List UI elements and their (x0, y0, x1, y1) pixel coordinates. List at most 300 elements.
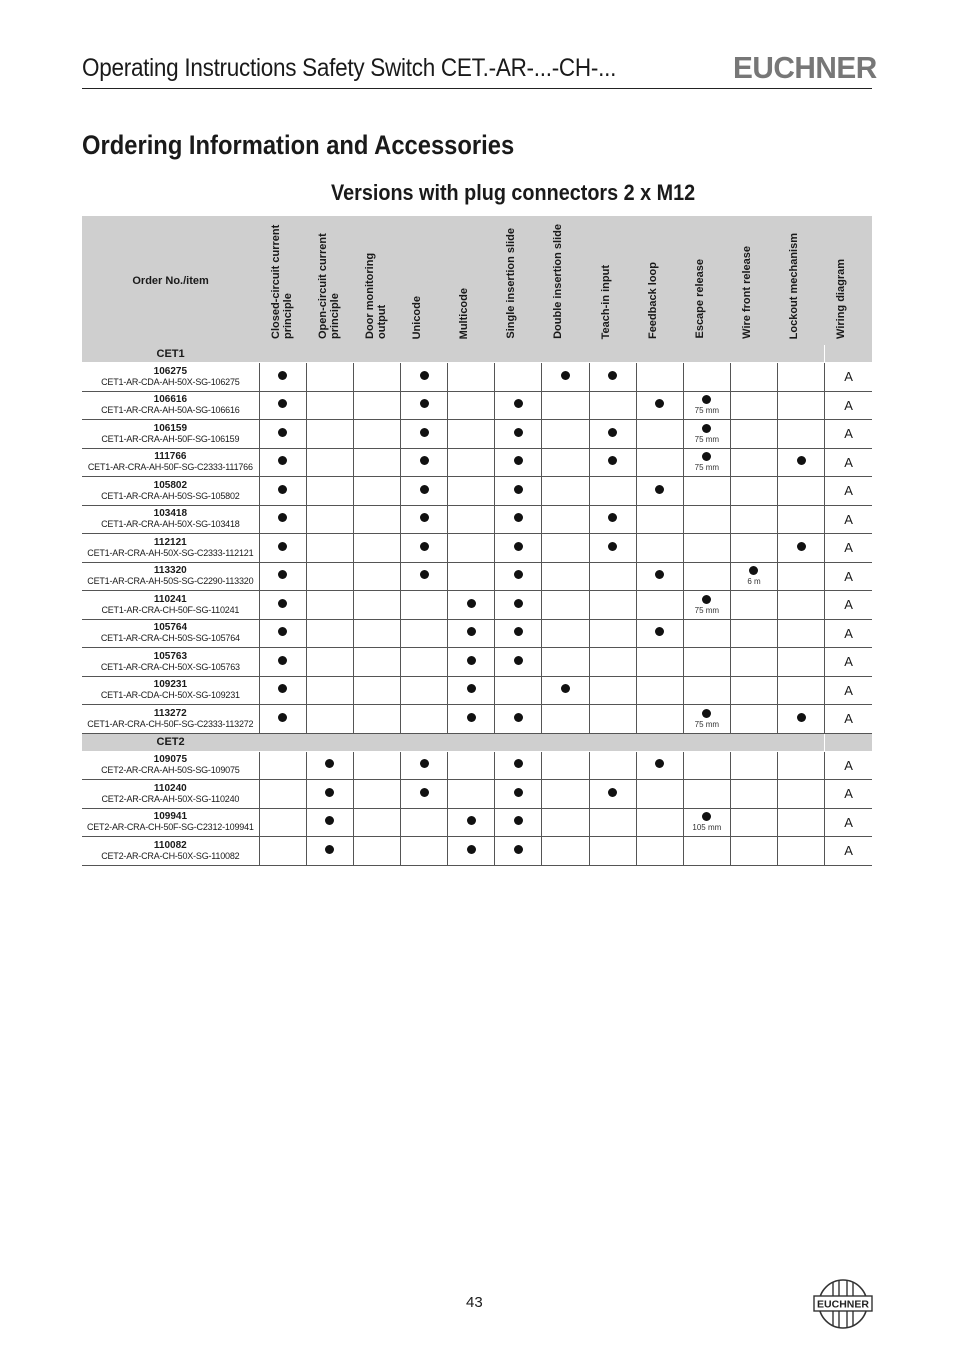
feature-cell (825, 705, 872, 734)
table-row (82, 676, 872, 705)
feature-cell (589, 448, 636, 477)
feature-cell (730, 391, 777, 420)
feature-cell (589, 837, 636, 866)
feature-dot-icon (702, 452, 711, 461)
feature-cell (401, 808, 448, 837)
table-body (82, 345, 872, 865)
feature-cell (495, 562, 542, 591)
feature-cell (495, 591, 542, 620)
item-code: CET2-AR-CRA-CH-50F-SG-C2312-109941 (86, 822, 254, 833)
feature-cell (448, 676, 495, 705)
feature-cell (542, 619, 589, 648)
feature-cell (495, 420, 542, 449)
feature-cell (542, 676, 589, 705)
wiring-diagram-value: A (844, 786, 853, 802)
feature-dot-icon (514, 845, 523, 854)
feature-note: 75 mm (694, 605, 720, 615)
wiring-diagram-value: A (844, 397, 853, 413)
item-cell (82, 420, 259, 449)
column-header-label: Teach-in input (599, 264, 612, 339)
emblem-text: EUCHNER (817, 1298, 869, 1311)
table-row (82, 477, 872, 506)
item-code: CET1-AR-CRA-AH-50A-SG-106616 (101, 405, 240, 416)
feature-dot-icon (278, 656, 287, 665)
table-row (82, 648, 872, 677)
feature-cell (306, 448, 353, 477)
feature-cell (259, 705, 306, 734)
feature-cell (306, 837, 353, 866)
feature-cell (542, 808, 589, 837)
feature-cell (683, 780, 730, 809)
table-row (82, 837, 872, 866)
feature-dot-icon (797, 542, 806, 551)
feature-dot-icon (514, 759, 523, 768)
feature-cell (636, 420, 683, 449)
feature-cell (542, 705, 589, 734)
feature-cell (353, 705, 400, 734)
feature-dot-icon (608, 788, 617, 797)
feature-cell (825, 780, 872, 809)
feature-cell (825, 505, 872, 534)
item-code: CET1-AR-CRA-CH-50F-SG-110241 (101, 604, 240, 615)
feature-cell (542, 505, 589, 534)
order-number: 113272 (153, 707, 187, 719)
group-label: CET1 (82, 345, 259, 363)
feature-cell (636, 363, 683, 392)
group-fill (259, 733, 825, 751)
feature-cell (589, 808, 636, 837)
feature-cell (259, 676, 306, 705)
column-header (730, 216, 777, 345)
feature-cell (683, 420, 730, 449)
feature-cell (683, 477, 730, 506)
feature-dot-icon (420, 788, 429, 797)
column-header (636, 216, 683, 345)
feature-cell (353, 477, 400, 506)
feature-dot-icon (514, 399, 523, 408)
feature-cell (401, 391, 448, 420)
feature-cell (589, 751, 636, 780)
feature-cell (825, 751, 872, 780)
feature-cell (589, 705, 636, 734)
feature-cell (636, 808, 683, 837)
feature-cell (448, 648, 495, 677)
feature-cell (259, 477, 306, 506)
feature-cell (353, 808, 400, 837)
order-number: 109075 (153, 754, 188, 766)
column-header-label: Lockout mechanism (788, 232, 801, 339)
feature-cell (778, 363, 825, 392)
feature-dot-icon (608, 428, 617, 437)
item-cell (82, 648, 259, 677)
feature-dot-icon (561, 371, 570, 380)
feature-cell (306, 780, 353, 809)
feature-cell (353, 448, 400, 477)
feature-cell (825, 448, 872, 477)
order-number: 110240 (153, 782, 187, 794)
feature-cell (495, 648, 542, 677)
feature-dot-icon (702, 595, 711, 604)
feature-cell (401, 534, 448, 563)
feature-cell (401, 705, 448, 734)
feature-cell (825, 837, 872, 866)
feature-cell (259, 534, 306, 563)
feature-cell (448, 505, 495, 534)
feature-cell (636, 837, 683, 866)
feature-cell (353, 676, 400, 705)
feature-cell (825, 534, 872, 563)
column-header (542, 216, 589, 345)
feature-cell (778, 562, 825, 591)
feature-cell (589, 477, 636, 506)
feature-cell (683, 751, 730, 780)
document-header-title: Operating Instructions Safety Switch CET.-AR-...-CH-... (82, 54, 617, 82)
feature-cell (495, 676, 542, 705)
feature-cell (778, 591, 825, 620)
feature-cell (730, 808, 777, 837)
feature-cell (778, 676, 825, 705)
wiring-diagram-value: A (844, 426, 853, 442)
feature-dot-icon (278, 542, 287, 551)
feature-cell (306, 648, 353, 677)
item-cell (82, 619, 259, 648)
feature-dot-icon (514, 570, 523, 579)
order-number: 109941 (153, 811, 188, 823)
wiring-diagram-value: A (844, 682, 853, 698)
feature-cell (589, 780, 636, 809)
feature-cell (353, 780, 400, 809)
feature-cell (259, 391, 306, 420)
feature-cell (636, 780, 683, 809)
feature-dot-icon (278, 513, 287, 522)
column-header-label: Open-circuit current principle (316, 233, 341, 339)
order-number: 111766 (154, 451, 187, 463)
feature-cell (495, 808, 542, 837)
feature-cell (448, 420, 495, 449)
column-header (401, 216, 448, 345)
order-number: 113320 (153, 565, 187, 577)
item-cell (82, 780, 259, 809)
feature-cell (683, 676, 730, 705)
wiring-diagram-value: A (844, 757, 853, 773)
feature-dot-icon (467, 656, 476, 665)
feature-cell (683, 808, 730, 837)
order-number: 110241 (153, 593, 187, 605)
feature-cell (306, 420, 353, 449)
feature-dot-icon (420, 371, 429, 380)
feature-dot-icon (420, 485, 429, 494)
column-header (353, 216, 400, 345)
item-cell (82, 837, 259, 866)
column-header (589, 216, 636, 345)
wiring-diagram-value: A (844, 483, 853, 499)
feature-dot-icon (278, 371, 287, 380)
feature-cell (589, 534, 636, 563)
feature-dot-icon (514, 485, 523, 494)
feature-cell (306, 751, 353, 780)
feature-dot-icon (467, 599, 476, 608)
feature-cell (778, 448, 825, 477)
feature-cell (683, 705, 730, 734)
feature-cell (259, 505, 306, 534)
feature-dot-icon (514, 542, 523, 551)
item-cell (82, 591, 259, 620)
feature-cell (730, 505, 777, 534)
feature-note: 6 m (747, 577, 761, 587)
feature-cell (495, 751, 542, 780)
feature-cell (730, 837, 777, 866)
feature-dot-icon (561, 684, 570, 693)
feature-cell (730, 477, 777, 506)
feature-cell (683, 391, 730, 420)
item-cell (82, 391, 259, 420)
order-number: 106275 (153, 365, 188, 377)
feature-cell (683, 619, 730, 648)
wiring-diagram-value: A (844, 540, 853, 556)
table-subtitle: Versions with plug connectors 2 x M12 (331, 180, 696, 205)
feature-cell (778, 751, 825, 780)
feature-cell (825, 619, 872, 648)
feature-dot-icon (702, 424, 711, 433)
feature-dot-icon (702, 812, 711, 821)
feature-dot-icon (467, 816, 476, 825)
feature-cell (589, 591, 636, 620)
column-header-order-no: Order No./item (82, 216, 259, 345)
item-code: CET1-AR-CRA-CH-50S-SG-105764 (100, 633, 240, 644)
order-number: 105763 (153, 650, 188, 662)
wiring-diagram-value: A (844, 369, 853, 385)
group-row (82, 345, 872, 363)
feature-cell (778, 391, 825, 420)
feature-cell (730, 591, 777, 620)
order-number: 112121 (153, 536, 187, 548)
item-code: CET1-AR-CDA-CH-50X-SG-109231 (100, 690, 240, 701)
item-code: CET1-AR-CRA-AH-50S-SG-C2290-113320 (87, 576, 254, 587)
feature-dot-icon (325, 845, 334, 854)
feature-cell (730, 648, 777, 677)
feature-dot-icon (514, 599, 523, 608)
item-code: CET1-AR-CRA-AH-50F-SG-106159 (101, 433, 240, 444)
item-code: CET2-AR-CRA-AH-50X-SG-110240 (101, 793, 240, 804)
feature-cell (589, 363, 636, 392)
feature-dot-icon (608, 542, 617, 551)
feature-dot-icon (655, 570, 664, 579)
feature-cell (825, 420, 872, 449)
feature-cell (353, 591, 400, 620)
feature-dot-icon (514, 456, 523, 465)
feature-cell (353, 619, 400, 648)
feature-cell (542, 477, 589, 506)
feature-cell (636, 676, 683, 705)
table-row (82, 705, 872, 734)
feature-cell (306, 534, 353, 563)
feature-cell (353, 751, 400, 780)
feature-dot-icon (608, 371, 617, 380)
column-header-label: Single insertion slide (505, 228, 518, 339)
feature-cell (778, 780, 825, 809)
feature-dot-icon (325, 816, 334, 825)
feature-cell (306, 676, 353, 705)
feature-dot-icon (467, 713, 476, 722)
column-header (683, 216, 730, 345)
feature-cell (448, 837, 495, 866)
item-code: CET2-AR-CRA-CH-50X-SG-110082 (101, 850, 240, 861)
item-code: CET1-AR-CRA-AH-50X-SG-C2333-112121 (87, 547, 254, 558)
feature-cell (636, 705, 683, 734)
feature-dot-icon (420, 399, 429, 408)
feature-cell (589, 648, 636, 677)
feature-cell (683, 562, 730, 591)
feature-cell (259, 837, 306, 866)
feature-cell (306, 505, 353, 534)
wiring-diagram-value: A (844, 511, 853, 527)
order-number: 105802 (153, 479, 188, 491)
feature-cell (448, 619, 495, 648)
feature-cell (778, 808, 825, 837)
feature-dot-icon (467, 627, 476, 636)
feature-cell (306, 363, 353, 392)
feature-dot-icon (420, 428, 429, 437)
feature-cell (448, 751, 495, 780)
column-header (495, 216, 542, 345)
feature-cell (730, 780, 777, 809)
feature-cell (306, 591, 353, 620)
feature-cell (259, 648, 306, 677)
euchner-logo: EUCHNER (733, 50, 877, 85)
feature-cell (542, 391, 589, 420)
wiring-diagram-value: A (844, 568, 853, 584)
feature-cell (589, 562, 636, 591)
feature-cell (542, 591, 589, 620)
feature-dot-icon (278, 428, 287, 437)
feature-cell (401, 363, 448, 392)
column-header-label: Wiring diagram (835, 259, 848, 339)
feature-cell (778, 705, 825, 734)
wiring-diagram-value: A (844, 625, 853, 641)
feature-cell (401, 676, 448, 705)
column-header-label: Wire front release (740, 246, 753, 339)
ordering-table (82, 216, 872, 866)
table-row (82, 505, 872, 534)
feature-dot-icon (514, 627, 523, 636)
wiring-diagram-value: A (844, 843, 853, 859)
feature-cell (259, 780, 306, 809)
table-row (82, 619, 872, 648)
feature-cell (778, 648, 825, 677)
item-cell (82, 705, 259, 734)
column-header-label: Feedback loop (646, 261, 659, 339)
group-row (82, 733, 872, 751)
item-cell (82, 477, 259, 506)
feature-cell (589, 391, 636, 420)
feature-cell (542, 780, 589, 809)
feature-cell (353, 648, 400, 677)
feature-dot-icon (797, 713, 806, 722)
feature-cell (636, 751, 683, 780)
feature-cell (448, 591, 495, 620)
feature-cell (448, 808, 495, 837)
feature-cell (589, 505, 636, 534)
feature-dot-icon (514, 656, 523, 665)
feature-cell (636, 477, 683, 506)
feature-dot-icon (514, 788, 523, 797)
feature-cell (495, 391, 542, 420)
feature-note: 75 mm (694, 719, 720, 729)
feature-cell (589, 420, 636, 449)
order-number: 103418 (153, 508, 188, 520)
feature-cell (542, 420, 589, 449)
feature-cell (353, 420, 400, 449)
feature-dot-icon (420, 759, 429, 768)
feature-cell (401, 420, 448, 449)
wiring-diagram-value: A (844, 597, 853, 613)
euchner-emblem-icon (812, 1278, 874, 1330)
feature-dot-icon (278, 456, 287, 465)
feature-dot-icon (278, 485, 287, 494)
section-title: Ordering Information and Accessories (82, 130, 515, 160)
feature-cell (683, 591, 730, 620)
feature-cell (825, 591, 872, 620)
feature-cell (778, 505, 825, 534)
feature-cell (825, 363, 872, 392)
table-row (82, 534, 872, 563)
item-cell (82, 562, 259, 591)
feature-cell (401, 562, 448, 591)
feature-cell (636, 391, 683, 420)
feature-cell (683, 363, 730, 392)
feature-dot-icon (278, 599, 287, 608)
feature-cell (401, 837, 448, 866)
column-header (306, 216, 353, 345)
header-rule (82, 88, 872, 89)
wiring-diagram-value: A (844, 711, 853, 727)
feature-cell (542, 562, 589, 591)
feature-cell (636, 448, 683, 477)
column-header-label: Multicode (458, 287, 471, 339)
feature-cell (778, 837, 825, 866)
feature-dot-icon (467, 684, 476, 693)
feature-cell (306, 477, 353, 506)
feature-cell (495, 448, 542, 477)
item-cell (82, 534, 259, 563)
item-cell (82, 363, 259, 392)
feature-dot-icon (514, 513, 523, 522)
feature-cell (448, 363, 495, 392)
order-number: 109231 (153, 679, 188, 691)
feature-cell (306, 705, 353, 734)
feature-dot-icon (514, 713, 523, 722)
feature-cell (730, 562, 777, 591)
table-header-row (82, 216, 872, 345)
feature-cell (259, 808, 306, 837)
table-row (82, 420, 872, 449)
feature-cell (825, 648, 872, 677)
feature-dot-icon (420, 570, 429, 579)
order-number: 105764 (153, 622, 188, 634)
column-header-label: Double insertion slide (552, 224, 565, 339)
feature-cell (730, 676, 777, 705)
feature-cell (306, 391, 353, 420)
feature-cell (778, 619, 825, 648)
feature-cell (542, 448, 589, 477)
column-header (778, 216, 825, 345)
feature-cell (825, 477, 872, 506)
feature-cell (730, 534, 777, 563)
feature-cell (636, 619, 683, 648)
feature-cell (778, 420, 825, 449)
feature-cell (259, 751, 306, 780)
item-cell (82, 751, 259, 780)
